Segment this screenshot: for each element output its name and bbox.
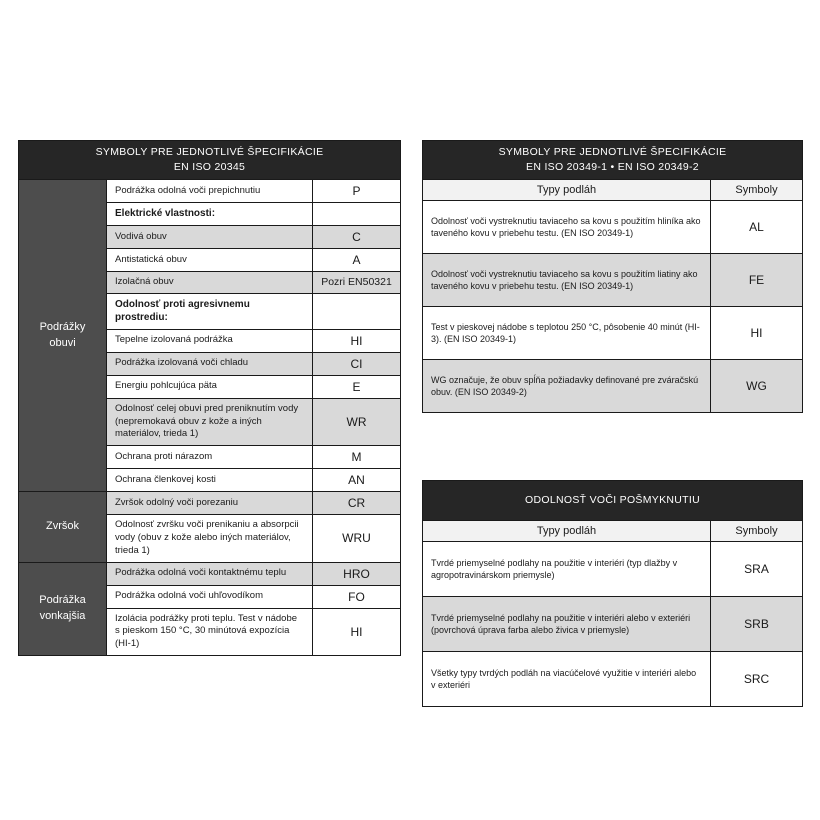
column-header-symboly: Symboly bbox=[711, 180, 803, 201]
row-symbol: HI bbox=[313, 608, 401, 655]
row-symbol: WR bbox=[313, 398, 401, 445]
table-row bbox=[423, 542, 803, 597]
column-header-symboly: Symboly bbox=[711, 521, 803, 542]
right-top-table-header bbox=[423, 141, 803, 180]
row-symbol: CR bbox=[313, 492, 401, 515]
table-row bbox=[423, 307, 803, 360]
row-description: Tepelne izolovaná podrážka bbox=[107, 329, 313, 352]
right-top-specification-table bbox=[422, 140, 802, 413]
en-iso-20349-table bbox=[422, 140, 803, 413]
row-description: Antistatická obuv bbox=[107, 248, 313, 271]
row-description: Energiu pohlcujúca päta bbox=[107, 375, 313, 398]
table-subheader-row bbox=[423, 521, 803, 542]
right-top-header-line2: EN ISO 20349-1 • EN ISO 20349-2 bbox=[526, 161, 699, 174]
table-row bbox=[19, 492, 401, 515]
row-description: Odolnosť voči vystreknutiu taviaceho sa kovu s použitím hliníka ako taveného kovu v priebehu testu. (EN ISO 20349-1) bbox=[423, 201, 711, 254]
table-header-row bbox=[19, 141, 401, 180]
table-row bbox=[19, 562, 401, 585]
table-row bbox=[423, 597, 803, 652]
left-table-header-line2: EN ISO 20345 bbox=[173, 161, 246, 174]
row-symbol: E bbox=[313, 375, 401, 398]
row-symbol: AN bbox=[313, 469, 401, 492]
category-label-podrazka-vonkajsia: Podrážka vonkajšia bbox=[19, 562, 107, 655]
row-symbol: HI bbox=[711, 307, 803, 360]
column-header-typy-podlah: Typy podláh bbox=[423, 180, 711, 201]
row-symbol: SRC bbox=[711, 652, 803, 707]
row-symbol: FO bbox=[313, 585, 401, 608]
row-description: Ochrana proti nárazom bbox=[107, 446, 313, 469]
row-symbol: M bbox=[313, 446, 401, 469]
table-subheader-row bbox=[423, 180, 803, 201]
table-header-row bbox=[423, 481, 803, 521]
table-row bbox=[19, 180, 401, 203]
row-symbol: P bbox=[313, 180, 401, 203]
table-row bbox=[423, 360, 803, 413]
row-description: Vodivá obuv bbox=[107, 225, 313, 248]
category-label-zvrsok: Zvršok bbox=[19, 492, 107, 562]
row-symbol bbox=[313, 293, 401, 329]
en-iso-20345-table bbox=[18, 140, 401, 656]
row-symbol: Pozri EN50321 bbox=[313, 271, 401, 293]
right-top-header-line1: SYMBOLY PRE JEDNOTLIVÉ ŠPECIFIKÁCIE bbox=[498, 146, 727, 158]
row-symbol: HI bbox=[313, 329, 401, 352]
left-table-header-line1: SYMBOLY PRE JEDNOTLIVÉ ŠPECIFIKÁCIE bbox=[95, 146, 324, 158]
row-symbol: C bbox=[313, 225, 401, 248]
row-symbol: CI bbox=[313, 352, 401, 375]
row-description: Elektrické vlastnosti: bbox=[107, 203, 313, 226]
row-description: Podrážka odolná voči uhľovodíkom bbox=[107, 585, 313, 608]
row-description: WG označuje, že obuv spĺňa požiadavky definované pre zváračskú obuv. (EN ISO 20349-2) bbox=[423, 360, 711, 413]
slip-resistance-header: ODOLNOSŤ VOČI POŠMYKNUTIU bbox=[423, 481, 803, 521]
category-label-podrazky-obuvi: Podrážky obuvi bbox=[19, 180, 107, 492]
row-symbol: HRO bbox=[313, 562, 401, 585]
table-row bbox=[423, 254, 803, 307]
row-description: Podrážka odolná voči kontaktnému teplu bbox=[107, 562, 313, 585]
row-symbol: WG bbox=[711, 360, 803, 413]
column-header-typy-podlah: Typy podláh bbox=[423, 521, 711, 542]
row-symbol bbox=[313, 203, 401, 226]
row-description: Odolnosť proti agresivnemu prostrediu: bbox=[107, 293, 313, 329]
row-description: Všetky typy tvrdých podláh na viacúčelové využitie v interiéri alebo v exteriéri bbox=[423, 652, 711, 707]
row-description: Zvršok odolný voči porezaniu bbox=[107, 492, 313, 515]
row-description: Odolnosť voči vystreknutiu taviaceho sa kovu s použitím liatiny ako taveného kovu v priebehu testu. (EN ISO 20349-1) bbox=[423, 254, 711, 307]
table-header-row bbox=[423, 141, 803, 180]
left-specification-table bbox=[18, 140, 400, 656]
row-symbol: FE bbox=[711, 254, 803, 307]
row-description: Izolácia podrážky proti teplu. Test v nádobe s pieskom 150 °C, 30 minútová expozícia (HI-1) bbox=[107, 608, 313, 655]
row-description: Ochrana členkovej kosti bbox=[107, 469, 313, 492]
row-description: Odolnosť celej obuvi pred preniknutím vody (nepremokavá obuv z kože a iných materiálov, trieda 1) bbox=[107, 398, 313, 445]
slip-resistance-table-wrap bbox=[422, 480, 802, 707]
row-description: Tvrdé priemyselné podlahy na použitie v interiéri alebo v exteriéri (povrchová úprava farba alebo živica v priemysle) bbox=[423, 597, 711, 652]
row-description: Podrážka izolovaná voči chladu bbox=[107, 352, 313, 375]
row-symbol: A bbox=[313, 248, 401, 271]
row-description: Tvrdé priemyselné podlahy na použitie v interiéri (typ dlažby v agropotravinárskom priemysle) bbox=[423, 542, 711, 597]
table-row bbox=[423, 201, 803, 254]
row-description: Podrážka odolná voči prepichnutiu bbox=[107, 180, 313, 203]
row-description: Test v pieskovej nádobe s teplotou 250 °C, pôsobenie 40 minút (HI-3). (EN ISO 20349-1) bbox=[423, 307, 711, 360]
row-symbol: AL bbox=[711, 201, 803, 254]
table-row bbox=[423, 652, 803, 707]
row-symbol: SRA bbox=[711, 542, 803, 597]
row-description: Izolačná obuv bbox=[107, 271, 313, 293]
row-symbol: SRB bbox=[711, 597, 803, 652]
left-table-header bbox=[19, 141, 401, 180]
slip-resistance-table bbox=[422, 480, 803, 707]
row-description: Odolnosť zvršku voči prenikaniu a absorpcii vody (obuv z kože alebo iných materiálov, trieda 1) bbox=[107, 515, 313, 562]
row-symbol: WRU bbox=[313, 515, 401, 562]
